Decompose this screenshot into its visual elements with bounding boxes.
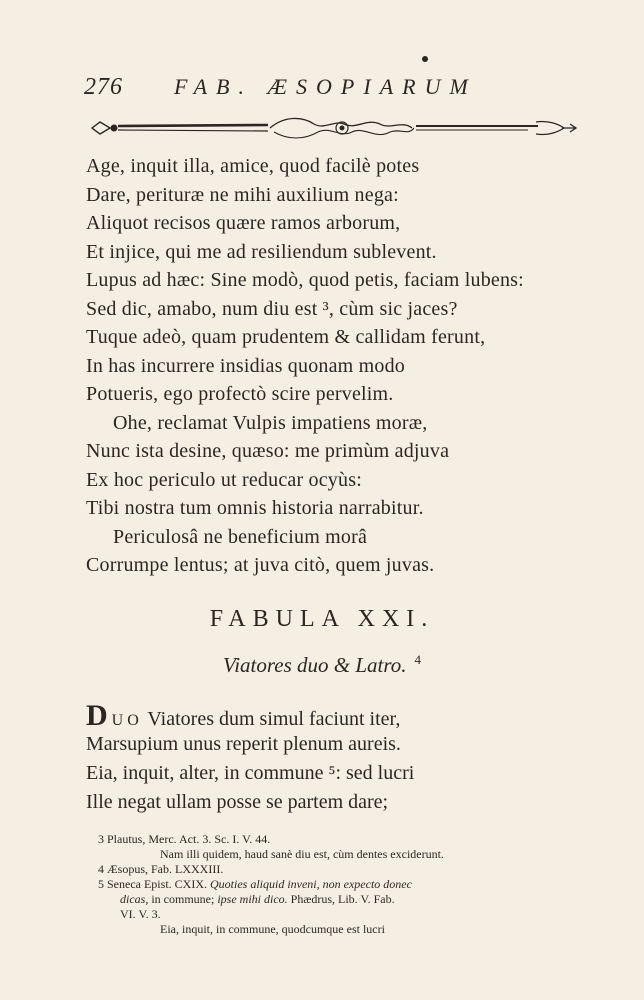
verse-line: Age, inquit illa, amice, quod facilè potes — [86, 155, 420, 177]
verse-line: Eia, inquit, alter, in commune ⁵: sed lucri — [86, 762, 415, 784]
running-title: FAB. ÆSOPIARUM — [174, 74, 477, 99]
verse-line: Ille negat ullam posse se partem dare; — [86, 791, 389, 813]
footnote-4: 4 Æsopus, Fab. LXXXIII. — [98, 862, 224, 876]
footnotes — [98, 832, 598, 937]
verse-line: Sed dic, amabo, num diu est ³, cùm sic jaces? — [86, 297, 458, 320]
footnote-5-quote-end: ipse mihi dico. — [217, 892, 288, 906]
page-header — [84, 74, 504, 104]
verse-line: Periculosâ ne beneficium morâ — [113, 525, 368, 548]
verse-line: Ex hoc periculo ut reducar ocyùs: — [86, 468, 362, 491]
fable-subtitle-text: Viatores duo & Latro. — [222, 653, 407, 677]
verse-line: In has incurrere insidias quonam modo — [86, 354, 405, 377]
footnote-3-quote: Nam illi quidem, haud sanè diu est, cùm dentes exciderunt. — [160, 847, 444, 861]
verse-line: Marsupium unus reperit plenum aureis. — [86, 733, 401, 755]
page-number: 276 — [84, 74, 123, 100]
footnote-5-verse-ref: VI. V. 3. — [120, 907, 161, 921]
verse-block-2 — [86, 701, 606, 817]
verse-line: Tibi nostra tum omnis historia narrabitur. — [86, 497, 424, 519]
footnote-5-source: 5 Seneca Epist. CXIX. — [98, 877, 207, 891]
fable-title: FABULA XXI. — [209, 606, 435, 632]
verse-line — [86, 701, 606, 730]
footnote-marker: 4 — [414, 652, 422, 667]
footnote-5-ref — [98, 907, 598, 922]
verse-line: Ohe, reclamat Vulpis impatiens moræ, — [113, 411, 428, 434]
footnote-3: 3 Plautus, Merc. Act. 3. Sc. I. V. 44. — [98, 832, 271, 846]
verse-line: Nunc ista desine, quæso: me primùm adjuva — [86, 440, 450, 462]
small-caps: UO — [111, 712, 143, 729]
printer-mark-dot — [422, 56, 428, 62]
drop-cap: D — [86, 699, 108, 732]
footnote-5-phaedrus: Phædrus, Lib. V. Fab. — [290, 892, 395, 906]
verse-line: Potueris, ego profectò scire pervelim. — [86, 383, 394, 405]
verse-line-text: Viatores dum simul faciunt iter, — [147, 708, 401, 730]
footnote-5 — [98, 877, 598, 892]
footnote-5-cont — [98, 892, 598, 907]
verse-line: Tuque adeò, quam prudentem & callidam ferunt, — [86, 326, 486, 348]
fable-subtitle — [0, 652, 644, 678]
decorative-rule-ornament — [88, 114, 580, 142]
footnote-5-quote-2: Eia, inquit, in commune, quodcumque est lucri — [160, 922, 385, 936]
verse-block — [86, 152, 606, 580]
footnote-5-quote: Quoties aliquid inveni, non expecto donec — [209, 877, 412, 891]
verse-line: Dare, perituræ ne mihi auxilium nega: — [86, 183, 399, 206]
verse-line: Lupus ad hæc: Sine modò, quod petis, faciam lubens: — [86, 269, 524, 291]
footnote-5-phrase: in commune; — [151, 892, 215, 906]
footnote-5-quote-cont: dicas, — [120, 892, 149, 906]
verse-line: Aliquot recisos quære ramos arborum, — [86, 212, 401, 234]
verse-line: Corrumpe lentus; at juva citò, quem juvas. — [86, 554, 435, 576]
verse-line: Et injice, qui me ad resiliendum sublevent. — [86, 240, 437, 263]
